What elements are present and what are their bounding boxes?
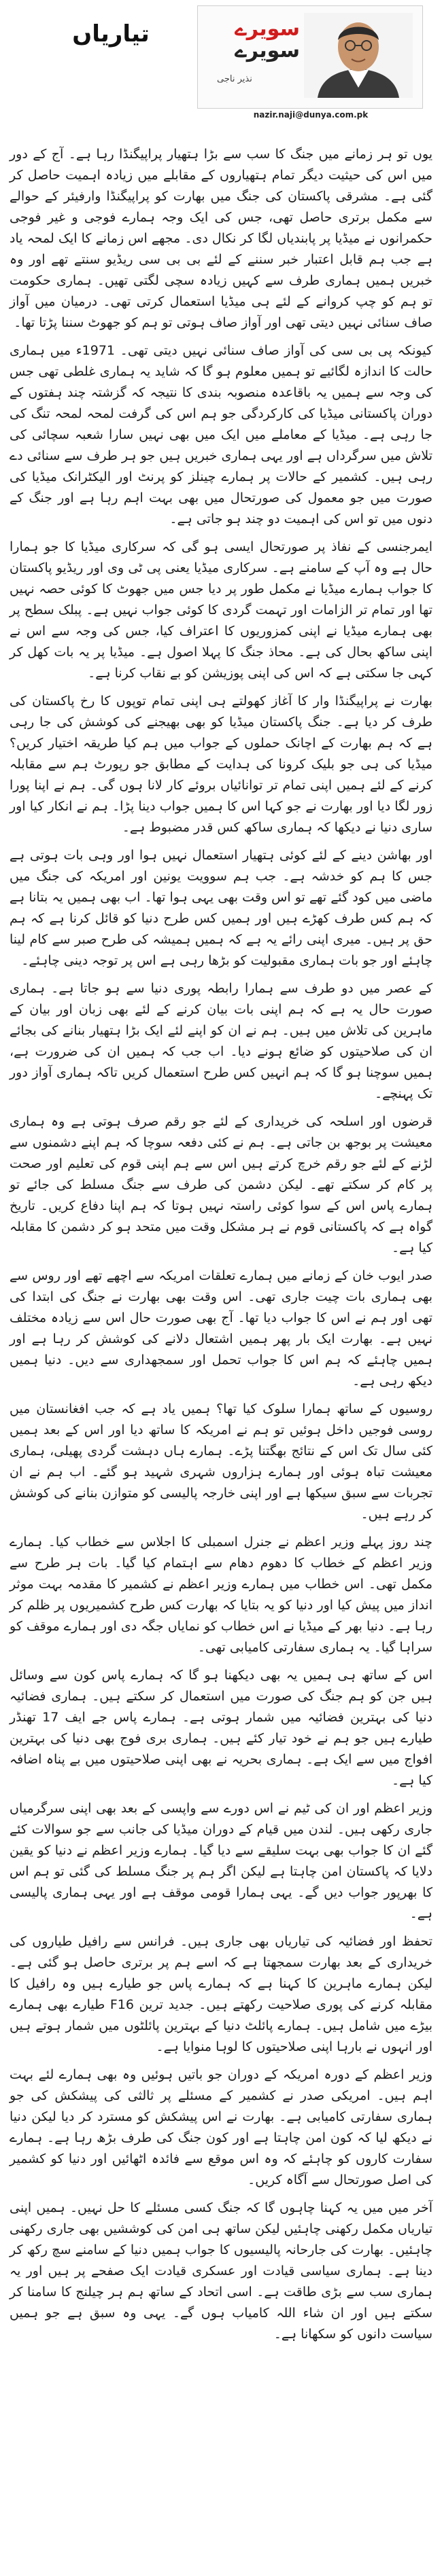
paragraph: وزیر اعظم اور ان کی ٹیم نے اس دورے سے واپسی کے بعد بھی اپنی سرگرمیاں جاری رکھی ہیں۔ لندن میں قیام کے دوران میڈیا کی جانب سے جو سوالات کئے گئے ان کا جواب بھی بہت سلیقے سے دیا گیا۔ ہمارے وزیر اعظم نے دنیا کو یقین دلایا کہ پاکستان امن چاہتا ہے لیکن اگر ہم پر جنگ مسلط کی گئی تو ہم اس کا بھرپور جواب دیں گے۔ یہی ہمارا قومی موقف ہے اور یہی ہماری پالیسی ہے۔ [10, 1801, 432, 1921]
paragraph: اس کے ساتھ ہی ہمیں یہ بھی دیکھنا ہو گا کہ ہمارے پاس کون سے وسائل ہیں جن کو ہم جنگ کی صورت میں استعمال کر سکتے ہیں۔ ہماری فضائیہ دنیا کی بہترین فضائیہ میں شمار ہوتی ہے۔ ہمارے پاس جے ایف 17 تھنڈر طیارے ہیں جو ہم نے خود تیار کئے ہیں۔ ہماری بری فوج بھی دنیا کی بہترین افواج میں سے ایک ہے۔ ہماری بحریہ نے بھی اپنی صلاحیتوں میں بے پناہ اضافہ کیا ہے۔ [10, 1668, 432, 1788]
column-title-line1: سویرے [235, 17, 300, 41]
article-headline: تیاریاں [72, 20, 150, 48]
paragraph: آخر میں میں یہ کہنا چاہوں گا کہ جنگ کسی مسئلے کا حل نہیں۔ ہمیں اپنی تیاریاں مکمل رکھنی چاہئیں لیکن ساتھ ہی امن کی کوششیں بھی جاری رکھنی چاہئیں۔ بھارت کی جارحانہ پالیسیوں کا جواب ہمیں دنیا کے سامنے سچ رکھ کر دینا ہے۔ ہماری سیاسی قیادت اور عسکری قیادت ایک صفحے پر ہیں اور یہ ہماری سب سے بڑی طاقت ہے۔ اسی اتحاد کے ساتھ ہم ہر چیلنج کا سامنا کر سکتے ہیں اور ان شاء اللہ کامیاب ہوں گے۔ یہی وہ سبق ہے جو ہمیں سیاست دانوں کو سکھانا ہے۔ [10, 2200, 432, 2342]
column-title [211, 18, 300, 61]
column-logo [197, 5, 423, 109]
paragraph: کیونکہ پی بی سی کی آواز صاف سنائی نہیں دیتی تھی۔ 1971ء میں ہماری حالت کا اندازہ لگائیے تو ہمیں معلوم ہو گا کہ شاید یہ ہماری غلطی تھی جس کی وجہ سے ہمیں یہ باقاعدہ منصوبہ بندی کا نتیجہ کہ گزشتہ چند ہفتوں کے دوران پاکستانی میڈیا کی کارکردگی جو ہم اس کی گرفت لمحہ لمحہ تنگ کی جا رہی ہے۔ میڈیا کے معاملے میں ایک میں بھی نہیں سارا شعبہ سچائی کی تلاش میں سرگرداں ہے اور یہی ہماری خبریں ہیں جو ہر طرف سے سنائی دے رہی ہیں۔ کشمیر کے حالات پر ہمارے چینلز کو پرنٹ اور الیکٹرانک میڈیا کی صورت میں جو معمول کی صورتحال میں بھی بہت اہم رہا ہے اور جنگ کے دنوں میں تو اس کی اہمیت دو چند ہو جاتی ہے۔ [10, 343, 433, 526]
paragraph: اور بھاشن دینے کے لئے کوئی ہتھیار استعمال نہیں ہوا اور وہی بات ہوتی ہے جس کا ہم کو خدشہ ہے۔ جب ہم سوویت یونین اور امریکہ کی جنگ میں ماضی میں کود گئے تھے تو اس وقت بھی یہی ہوا تھا۔ اب بھی ہمیں یہ بتانا ہے کہ ہم کس طرف کھڑے ہیں اور ہمیں کس طرح دنیا کو قائل کرنا ہے کہ ہم حق پر ہیں۔ میری اپنی رائے یہ ہے کہ ہمیں ہمیشہ کی طرح صبر سے کام لینا چاہئے اور جو بات ہماری مقبولیت کو بڑھا رہی ہے اس پر توجہ دینی چاہئے۔ [10, 848, 432, 968]
paragraph: وزیر اعظم کے دورہ امریکہ کے دوران جو باتیں ہوئیں وہ بھی ہمارے لئے بہت اہم ہیں۔ امریکی صدر نے کشمیر کے مسئلے پر ثالثی کی پیشکش کی جو ہماری سفارتی کامیابی ہے۔ بھارت نے اس پیشکش کو مسترد کر دیا لیکن دنیا نے دیکھ لیا کہ کون امن چاہتا ہے اور کون جنگ کی طرف بڑھ رہا ہے۔ ہمارے سفارت کاروں کو چاہئے کہ وہ اس موقع سے فائدہ اٹھائیں اور دنیا کو کشمیر کی اصل صورتحال سے آگاہ کریں۔ [10, 2067, 432, 2187]
paragraph: بھارت نے پراپیگنڈا وار کا آغاز کھولتے ہی اپنی تمام توپوں کا رخ پاکستان کی طرف کر دیا ہے۔ جنگ پاکستان میڈیا کو بھی بھیجنے کی کوشش کی جا رہی ہے کہ ہم بھارت کے اچانک حملوں کے جواب میں ہم کیا طریقہ اختیار کریں؟ میڈیا کی ہی جو بلیک کرونا کی ہدایت کے مطابق جو رپورٹ ہم سے مقابلہ کرنے کے لئے ہمیں اپنی تمام تر توانائیاں بروئے کار لانا ہوں گی۔ ہم نے اپنا پورا زور لگا دیا اور بھارت نے جو کہا اس کا ہمیں جواب دینا پڑا۔ ہم نے انکار کیا اور ساری دنیا نے دیکھا کہ ہماری ساکھ کس قدر مضبوط ہے۔ [10, 694, 432, 835]
masthead [10, 0, 432, 139]
paragraph: روسیوں کے ساتھ ہمارا سلوک کیا تھا؟ ہمیں یاد ہے کہ جب افغانستان میں روسی فوجیں داخل ہوئیں تو ہم نے امریکہ کا ساتھ دیا اور اس کے بعد ہمیں کئی سال تک اس کے نتائج بھگتنا پڑے۔ ہمارے ہاں دہشت گردی پھیلی، ہماری معیشت تباہ ہوئی اور ہمارے ہزاروں شہری شہید ہو گئے۔ اب ہم نے ان تجربات سے سبق سیکھا ہے اور اپنی خارجہ پالیسی کو متوازن بنانے کی کوشش کر رہے ہیں۔ [10, 1401, 432, 1522]
paragraph: یوں تو ہر زمانے میں جنگ کا سب سے بڑا ہتھیار پراپیگنڈا رہا ہے۔ آج کے دور میں اس کی حیثیت دیگر تمام ہتھیاروں کے مقابلے میں زیادہ اہمیت حاصل کر گئی ہے۔ مشرقی پاکستان کی جنگ میں بھارت کو پراپیگنڈا وارفیئر کے حوالے سے مکمل برتری حاصل تھی، جس کی ایک وجہ ہمارے فوجی و غیر فوجی حکمرانوں نے میڈیا پر پابندیاں لگا کر نکال دی۔ مجھے اس زمانے کا ایک لمحہ یاد ہے جب ہم قابل اعتبار خبر سننے کے لئے بی بی سی ریڈیو سنتے تھے اور وہ خبریں ہمیں ہماری طرف سے کہیں زیادہ سچی لگتی تھیں۔ ہماری حکومت تو ہم کو چپ کروانے کے لئے ہی میڈیا استعمال کرتی تھی۔ درمیان میں آواز صاف سنائی نہیں دیتی تھی اور آواز صاف ہوتی تو ہم کو جھوٹ سننا پڑتا تھا۔ [10, 147, 432, 330]
paragraph: چند روز پہلے وزیر اعظم نے جنرل اسمبلی کا اجلاس سے خطاب کیا۔ ہمارے وزیر اعظم کے خطاب کا دھوم دھام سے اہتمام کیا گیا۔ بات ہر طرح سے مکمل تھی۔ اس خطاب میں ہمارے وزیر اعظم نے کشمیر کا مقدمہ بہت موثر انداز میں پیش کیا اور دنیا کو یہ بتایا کہ بھارت کس طرح کشمیریوں پر ظلم کر رہا ہے۔ دنیا بھر کے میڈیا نے اس خطاب کو نمایاں جگہ دی اور ہمارے موقف کو سراہا گیا۔ یہ ہماری سفارتی کامیابی تھی۔ [10, 1535, 432, 1655]
columnist-portrait [304, 13, 413, 98]
columnist-name: نذیر ناجی [217, 74, 252, 84]
paragraph: ایمرجنسی کے نفاذ پر صورتحال ایسی ہو گی کہ سرکاری میڈیا کا جو ہمارا حال ہے وہ آپ کے سامنے ہے۔ سرکاری میڈیا یعنی پی ٹی وی اور ریڈیو پاکستان کا جواب ہمارے میڈیا نے مکمل طور پر دیا جس میں جھوٹ کا کوئی حصہ نہیں تھا اور تمام تر الزامات اور تہمت گردی کا کوئی جواب نہیں ہے۔ پبلک سطح پر بھی ہمارے میڈیا نے اپنی کمزوریوں کا اعتراف کیا، جس کی وجہ سے اس نے اپنی ساکھ بحال کی ہے۔ محاذ جنگ کا پہلا اصول ہے۔ میڈیا پر یہ بات کھل کر کہی جا سکتی ہے کہ اس کی اپنی پوزیشن کو بے نقاب کرنا ہے۔ [10, 539, 432, 681]
paragraph: کے عصر میں دو طرف سے ہمارا رابطہ پوری دنیا سے ہو جاتا ہے۔ ہماری صورت حال یہ ہے کہ ہم اپنی بات بیان کرنے کے لئے بھی زبان اور بیان کے ماہرین کی تلاش میں ہیں۔ ہم نے ان کو اپنے لئے ایک بڑا ہتھیار بنانے کی بجائے ان کی صلاحیتوں کو ضائع ہونے دیا۔ اب جب کہ ہمیں ان کی ضرورت ہے، ہمیں سوچنا ہو گا کہ ہم انہیں کس طرح استعمال کریں تاکہ ہماری آواز دور تک پہنچے۔ [10, 981, 432, 1101]
paragraph: صدر ایوب خان کے زمانے میں ہمارے تعلقات امریکہ سے اچھے تھے اور روس سے بھی ہماری بات چیت جاری تھی۔ اس وقت بھی بھارت نے جنگ کی ابتدا کی تھی اور ہم نے اس کا جواب دیا تھا۔ آج بھی صورت حال اس سے زیادہ مختلف نہیں ہے۔ بھارت ایک بار پھر ہمیں اشتعال دلانے کی کوشش کر رہا ہے اور ہمیں چاہئے کہ ہم اس کا جواب تحمل اور سمجھداری سے دیں۔ دنیا ہمیں دیکھ رہی ہے۔ [10, 1268, 432, 1389]
paragraph: تحفظ اور فضائیہ کی تیاریاں بھی جاری ہیں۔ فرانس سے رافیل طیاروں کی خریداری کے بعد بھارت سمجھتا ہے کہ اسے ہم پر برتری حاصل ہو گئی ہے۔ لیکن ہمارے ماہرین کا کہنا ہے کہ ہمارے پاس جو طیارے ہیں وہ رافیل کا مقابلہ کرنے کی پوری صلاحیت رکھتے ہیں۔ جدید ترین F16 طیارے بھی ہمارے بیڑے میں شامل ہیں۔ ہمارے پائلٹ دنیا کے بہترین پائلٹوں میں شمار ہوتے ہیں اور انہوں نے بارہا اپنی صلاحیتوں کا لوہا منوایا ہے۔ [10, 1934, 432, 2054]
columnist-email: nazir.naji@dunya.com.pk [253, 110, 369, 120]
paragraph: قرضوں اور اسلحہ کی خریداری کے لئے جو رقم صرف ہوتی ہے وہ ہماری معیشت پر بوجھ بن جاتی ہے۔ ہم نے کئی دفعہ سوچا کہ ہم اپنے دشمنوں سے لڑنے کے لئے جو رقم خرچ کرتے ہیں اس سے ہم اپنی قوم کی تعلیم اور صحت پر کام کر سکتے تھے۔ لیکن دشمن کی طرف سے جنگ مسلط کی جائے تو ہمارے پاس اس کے سوا کوئی راستہ نہیں ہوتا کہ ہم اپنا دفاع کریں۔ تاریخ گواہ ہے کہ پاکستانی قوم نے ہر مشکل وقت میں متحد ہو کر دشمن کا مقابلہ کیا ہے۔ [10, 1114, 432, 1255]
article-body [10, 144, 432, 2576]
column-title-line2: سویرے [235, 38, 300, 62]
